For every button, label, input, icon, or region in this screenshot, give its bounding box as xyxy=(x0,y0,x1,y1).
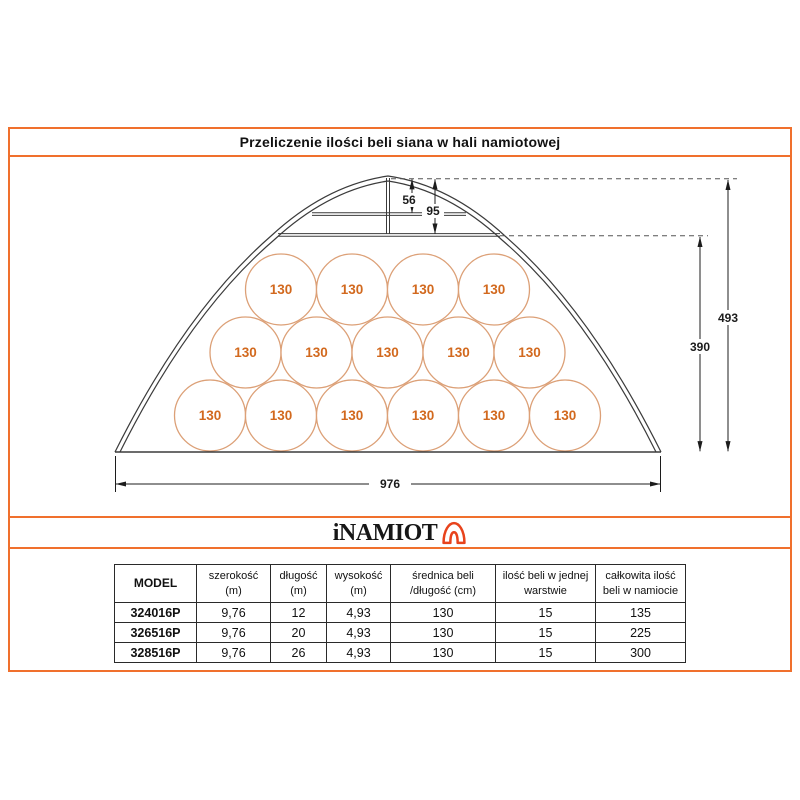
svg-text:130: 130 xyxy=(447,345,470,360)
models-table xyxy=(114,564,686,663)
page-title: Przeliczenie ilości beli siana w hali namiotowej xyxy=(239,134,561,150)
table-row: 326516P 9,76 20 4,93 130 15 225 xyxy=(115,623,686,643)
title-bar xyxy=(10,129,790,157)
dim-56-label: 56 xyxy=(402,193,416,207)
tent-cross-section-diagram xyxy=(10,157,790,516)
svg-text:130: 130 xyxy=(269,282,293,297)
col-header-bale-diameter: średnica beli /długość (cm) xyxy=(391,565,496,603)
table-row: 328516P 9,76 26 4,93 130 15 300 xyxy=(115,643,686,663)
content-frame xyxy=(8,127,792,672)
svg-text:130: 130 xyxy=(269,408,293,423)
king-post xyxy=(387,178,390,234)
dim-95-label: 95 xyxy=(426,204,440,218)
diagram-svg xyxy=(10,157,790,516)
table-section xyxy=(10,549,790,670)
col-header-length: długość (m) xyxy=(271,565,327,603)
svg-text:130: 130 xyxy=(340,282,364,297)
col-header-model: MODEL xyxy=(115,565,197,603)
svg-text:130: 130 xyxy=(305,345,328,360)
svg-text:130: 130 xyxy=(482,408,506,423)
col-header-height: wysokość (m) xyxy=(327,565,391,603)
tent-icon xyxy=(441,521,467,545)
svg-text:130: 130 xyxy=(518,345,541,360)
col-header-total-bales: całkowita ilość beli w namiocie xyxy=(596,565,686,603)
col-header-bales-per-layer: ilość beli w jednej warstwie xyxy=(496,565,596,603)
dim-976-label: 976 xyxy=(379,477,401,491)
dim-390-label: 390 xyxy=(689,340,711,354)
svg-text:130: 130 xyxy=(198,408,222,423)
svg-text:130: 130 xyxy=(340,408,364,423)
logo-text: iNAMIOT xyxy=(332,519,438,546)
col-header-width: szerokość (m) xyxy=(197,565,271,603)
svg-text:130: 130 xyxy=(376,345,399,360)
svg-text:130: 130 xyxy=(482,282,506,297)
svg-text:130: 130 xyxy=(411,408,435,423)
logo-bar xyxy=(10,516,790,549)
svg-text:130: 130 xyxy=(234,345,257,360)
svg-text:130: 130 xyxy=(553,408,577,423)
dim-493-label: 493 xyxy=(717,311,739,325)
svg-text:130: 130 xyxy=(411,282,435,297)
table-header-row xyxy=(115,565,686,603)
table-row: 324016P 9,76 12 4,93 130 15 135 xyxy=(115,603,686,623)
